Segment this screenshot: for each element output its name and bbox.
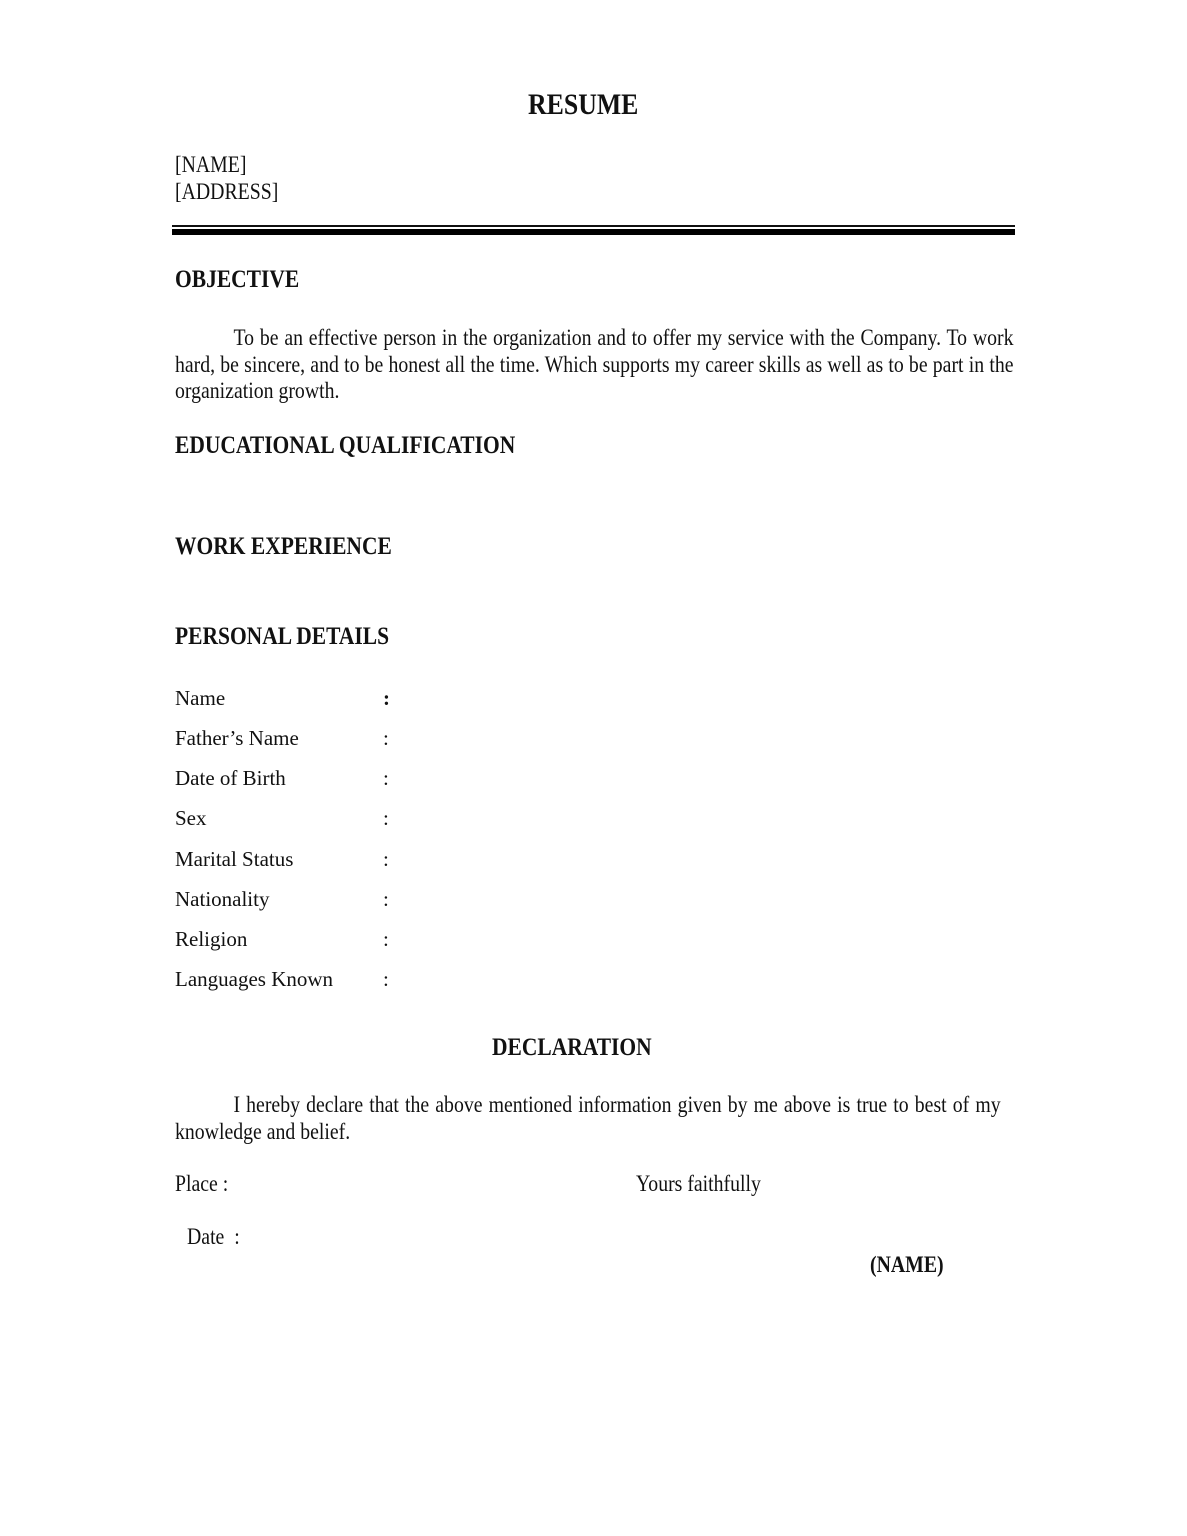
field-label-fathers-name: Father’s Name bbox=[175, 726, 299, 750]
field-separator: : bbox=[383, 927, 389, 951]
field-label-sex: Sex bbox=[175, 806, 207, 830]
closing-text: Yours faithfully bbox=[636, 1171, 761, 1196]
date-label: Date : bbox=[186, 1224, 240, 1249]
resume-title: RESUME bbox=[528, 88, 639, 121]
header-name: [NAME] bbox=[175, 152, 247, 177]
header-address: [ADDRESS] bbox=[175, 179, 279, 204]
field-separator: : bbox=[383, 726, 389, 750]
header-divider-thin bbox=[172, 225, 1015, 227]
field-label-religion: Religion bbox=[175, 927, 248, 951]
field-separator: : bbox=[383, 806, 389, 830]
objective-heading: OBJECTIVE bbox=[175, 266, 300, 293]
header-divider-thick bbox=[172, 229, 1015, 235]
field-label-languages-known: Languages Known bbox=[175, 967, 334, 991]
field-separator: : bbox=[383, 847, 389, 871]
field-separator: : bbox=[383, 686, 390, 710]
declaration-text: I hereby declare that the above mentioned information given by me above is true to best of my knowledge and belief. bbox=[175, 1092, 1001, 1144]
field-label-marital-status: Marital Status bbox=[175, 847, 294, 871]
place-label: Place : bbox=[175, 1171, 229, 1196]
field-separator: : bbox=[383, 766, 389, 790]
objective-text: To be an effective person in the organization and to offer my service with the Company. To work hard, be sincere, and to be honest all the time. Which supports my career skills as well as to be part in the organization growth. bbox=[175, 325, 1014, 403]
field-label-name: Name bbox=[175, 686, 226, 710]
education-heading: EDUCATIONAL QUALIFICATION bbox=[175, 432, 516, 459]
personal-details-heading: PERSONAL DETAILS bbox=[175, 623, 390, 650]
field-label-date-of-birth: Date of Birth bbox=[175, 766, 286, 790]
field-separator: : bbox=[383, 887, 389, 911]
work-experience-heading: WORK EXPERIENCE bbox=[175, 533, 392, 560]
declaration-heading: DECLARATION bbox=[492, 1034, 652, 1061]
signature-name: (NAME) bbox=[870, 1252, 944, 1277]
field-label-nationality: Nationality bbox=[175, 887, 270, 911]
field-separator: : bbox=[383, 967, 389, 991]
